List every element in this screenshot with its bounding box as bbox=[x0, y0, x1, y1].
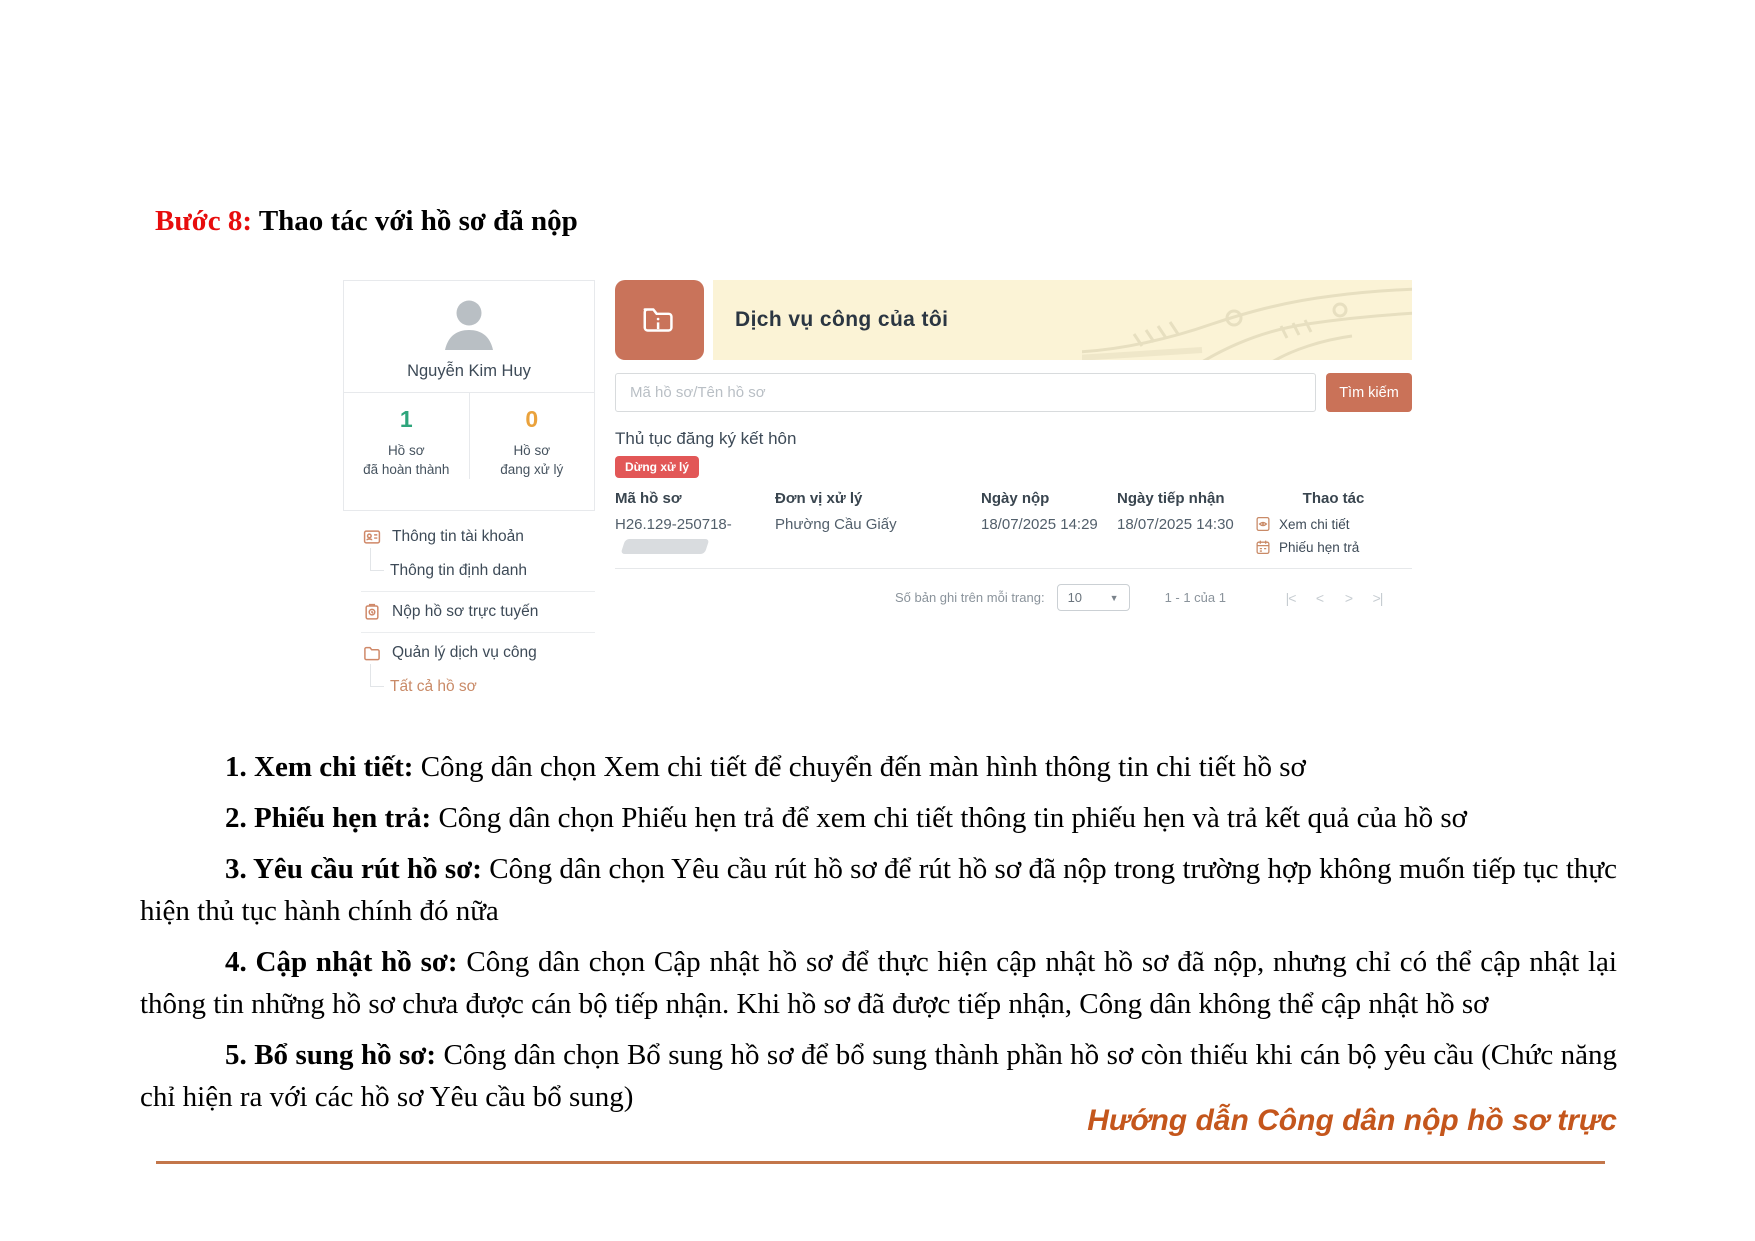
sidebar-item-identity-info[interactable] bbox=[343, 554, 595, 588]
stat-completed bbox=[344, 393, 469, 479]
sidebar-item-label: Tất cả hồ sơ bbox=[390, 678, 477, 695]
app-sidebar bbox=[343, 280, 595, 704]
col-header-actions: Thao tác bbox=[1302, 490, 1365, 507]
col-header-code: Mã hồ sơ bbox=[615, 490, 682, 507]
sidebar-item-online-submission[interactable] bbox=[343, 595, 595, 629]
stat-processing-label: Hồ sơ đang xử lý bbox=[500, 443, 564, 477]
sidebar-item-label: Thông tin tài khoản bbox=[392, 528, 524, 545]
instruction-text: Công dân chọn Cập nhật hồ sơ để thực hiện cập nhật hồ sơ đã nộp, nhưng chỉ có thể cập nhật lại thông tin những hồ sơ chưa được cán bộ tiếp nhận. Khi hồ sơ đã được tiếp nhận, Công dân không thể cập nhật hồ sơ bbox=[140, 946, 1617, 1020]
clipboard-icon bbox=[363, 603, 381, 621]
stat-completed-value: 1 bbox=[399, 406, 413, 432]
folder-icon bbox=[363, 644, 381, 662]
per-page-value: 10 bbox=[1067, 590, 1083, 605]
document-footer: Hướng dẫn Công dân nộp hồ sơ trực bbox=[1087, 1104, 1617, 1137]
instruction-lead: 5. Bổ sung hồ sơ: bbox=[225, 1039, 437, 1071]
instruction-text: Công dân chọn Xem chi tiết để chuyển đến màn hình thông tin chi tiết hồ sơ bbox=[420, 751, 1306, 783]
next-page-icon[interactable]: > bbox=[1344, 589, 1353, 606]
instruction-paragraph-1 bbox=[140, 746, 1617, 788]
menu-divider bbox=[361, 591, 595, 592]
instruction-lead: 1. Xem chi tiết: bbox=[225, 751, 414, 783]
instructions bbox=[140, 746, 1617, 1127]
pagination bbox=[615, 584, 1412, 611]
instruction-paragraph-2 bbox=[140, 797, 1617, 839]
appointment-slip-link[interactable] bbox=[1255, 539, 1412, 555]
instruction-lead: 3. Yêu cầu rút hồ sơ: bbox=[225, 853, 482, 885]
search-input[interactable] bbox=[615, 373, 1316, 412]
stat-processing-value: 0 bbox=[525, 406, 539, 432]
instruction-paragraph-3 bbox=[140, 848, 1617, 932]
view-detail-label: Xem chi tiết bbox=[1279, 516, 1350, 532]
search-button[interactable]: Tìm kiếm bbox=[1326, 373, 1412, 412]
chevron-down-icon: ▼ bbox=[1109, 592, 1119, 603]
decorative-roads-graphic bbox=[1082, 280, 1412, 360]
menu-divider bbox=[361, 632, 595, 633]
instruction-lead: 4. Cập nhật hồ sơ: bbox=[225, 946, 458, 978]
pagination-nav bbox=[1276, 590, 1392, 606]
avatar bbox=[344, 281, 594, 356]
appointment-slip-label: Phiếu hẹn trả bbox=[1279, 539, 1360, 555]
procedure-title: Thủ tục đăng ký kết hôn bbox=[615, 429, 797, 448]
stat-completed-label: Hồ sơ đã hoàn thành bbox=[363, 443, 450, 477]
cell-unit: Phường Cầu Giấy bbox=[775, 516, 897, 533]
page-title: Dịch vụ công của tôi bbox=[735, 308, 949, 331]
profile-name: Nguyễn Kim Huy bbox=[344, 356, 594, 393]
view-detail-link[interactable] bbox=[1255, 516, 1412, 532]
cell-received: 18/07/2025 14:30 bbox=[1117, 516, 1234, 533]
profile-stats bbox=[344, 393, 594, 479]
cell-code: H26.129-250718- bbox=[615, 516, 775, 562]
footer-rule bbox=[156, 1161, 1605, 1164]
stat-processing bbox=[469, 393, 595, 479]
instruction-text: Công dân chọn Bổ sung hồ sơ để bổ sung thành phần hồ sơ còn thiếu khi cán bộ yêu cầu (Chức năng chỉ hiện ra với các hồ sơ Yêu cầu bổ sung) bbox=[140, 1039, 1618, 1113]
step-title-text: Thao tác với hồ sơ đã nộp bbox=[258, 205, 578, 237]
calendar-icon bbox=[1255, 539, 1271, 555]
redacted-text bbox=[621, 539, 710, 554]
result-table bbox=[615, 490, 1412, 562]
instruction-text: Công dân chọn Phiếu hẹn trả để xem chi tiết thông tin phiếu hẹn và trả kết quả của hồ sơ bbox=[438, 802, 1467, 834]
profile-card bbox=[343, 280, 595, 511]
status-badge: Dừng xử lý bbox=[615, 456, 699, 478]
sidebar-menu bbox=[343, 520, 595, 704]
col-header-submitted: Ngày nộp bbox=[981, 490, 1050, 507]
id-card-icon bbox=[363, 528, 381, 546]
prev-page-icon[interactable]: < bbox=[1315, 589, 1324, 606]
app-main bbox=[615, 280, 1412, 611]
last-page-icon[interactable]: >| bbox=[1372, 589, 1383, 606]
step-title bbox=[155, 205, 578, 238]
per-page-label: Số bản ghi trên mỗi trang: bbox=[894, 590, 1045, 605]
sidebar-item-label: Thông tin định danh bbox=[390, 562, 528, 579]
sidebar-item-all-dossiers[interactable] bbox=[343, 670, 595, 704]
header-band bbox=[713, 280, 1412, 360]
instruction-text: Công dân chọn Yêu cầu rút hồ sơ để rút hồ sơ đã nộp trong trường hợp không muốn tiếp tục thực hiện thủ tục hành chính đó nữa bbox=[140, 853, 1618, 927]
table-divider bbox=[615, 568, 1412, 569]
folder-i-icon bbox=[639, 300, 681, 340]
col-header-received: Ngày tiếp nhận bbox=[1117, 490, 1225, 507]
instruction-lead: 2. Phiếu hẹn trả: bbox=[225, 802, 432, 834]
sidebar-item-label: Nộp hồ sơ trực tuyến bbox=[392, 603, 539, 620]
cell-actions bbox=[1255, 516, 1412, 562]
app-header bbox=[615, 280, 1412, 360]
user-avatar-icon bbox=[438, 296, 500, 352]
my-services-button[interactable] bbox=[615, 280, 704, 360]
step-number: Bước 8: bbox=[155, 205, 253, 237]
cell-submitted: 18/07/2025 14:29 bbox=[981, 516, 1098, 533]
page-range: 1 - 1 của 1 bbox=[1164, 590, 1226, 605]
per-page-select[interactable] bbox=[1057, 584, 1130, 611]
app-screenshot bbox=[343, 280, 1412, 710]
search-row bbox=[615, 373, 1412, 412]
sidebar-item-label: Quản lý dịch vụ công bbox=[392, 644, 537, 661]
view-detail-icon bbox=[1255, 516, 1271, 532]
col-header-unit: Đơn vị xử lý bbox=[775, 490, 863, 507]
instruction-paragraph-4 bbox=[140, 941, 1617, 1025]
first-page-icon[interactable]: |< bbox=[1285, 589, 1296, 606]
